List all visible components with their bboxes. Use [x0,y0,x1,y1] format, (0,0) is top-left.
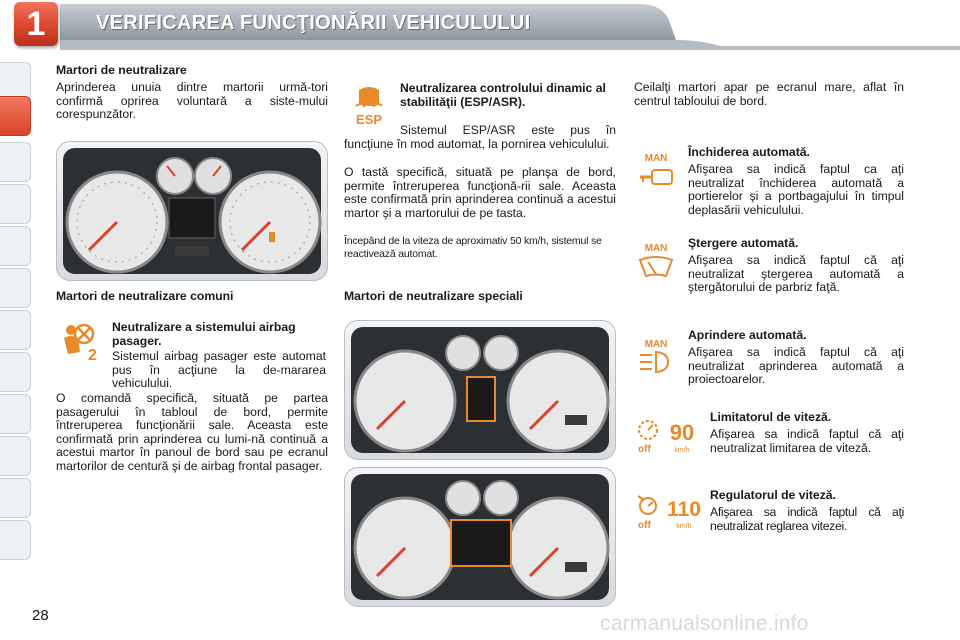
item-text-auto-lock: Afişarea sa indică faptul ca aţi neutralizat închiderea automată a portierelor şi a portbagajului în timpul deplasării vehiculului. [688,162,904,217]
footer-watermark: carmanualsonline.info [600,612,809,635]
sidebar-tab[interactable] [0,268,31,308]
esp-p2: O tastă specifică, situată pe planşa de bord, permite întreruperea funcţionă-rii sale. Aceasta este confirmată prin aprinderea continuă a acestui martor şi a martorului de pe tasta. [344,165,616,220]
speed-limiter-off-icon [636,416,702,456]
svg-text:2: 2 [88,347,97,362]
item-text-wiper: Afişarea sa indică faptul că aţi neutralizat ştergerea automată a ştergătorului de parbriz faţă. [688,253,904,295]
sidebar-tab[interactable] [0,184,31,224]
item-title-limiter: Limitatorul de viteză. [710,410,832,424]
svg-text:110: 110 [667,498,701,521]
instrument-cluster-drawing [57,142,327,280]
special-heading: Martori de neutralizare speciali [344,289,523,303]
instrument-cluster-image [344,320,616,460]
esp-off-icon [352,84,386,126]
svg-text:off: off [638,520,651,531]
sidebar-tab[interactable] [0,226,31,266]
sidebar-tab[interactable] [0,520,31,560]
airbag-text: Sistemul airbag pasager este automat pus în acţiune la de-mararea vehiculului. [112,349,326,391]
svg-text:MAN: MAN [644,339,668,350]
sidebar-tab[interactable] [0,436,31,476]
wiper-off-icon [636,240,676,280]
svg-text:MAN: MAN [644,243,668,254]
instrument-cluster-image [344,467,616,607]
auto-lock-off-icon [636,150,676,190]
item-text-limiter: Afişarea sa indică faptul că aţi neutralizat limitarea de viteză. [710,427,904,455]
svg-text:MAN: MAN [644,153,668,164]
chapter-number-badge: 1 [14,2,58,46]
esp-note: Începând de la viteza de aproximativ 50 km/h, sistemul se reactivează automat. [344,235,602,260]
svg-text:off: off [638,444,651,455]
auto-headlights-off-icon [636,336,676,376]
instrument-cluster-image [56,141,328,281]
sidebar-tab[interactable] [0,478,31,518]
esp-p1: Sistemul ESP/ASR este pus în funcţiune în mod automat, la pornirea vehiculului. [344,123,616,151]
col3-intro: Ceilalţi martori apar pe ecranul mare, aflat în centrul tabloului de bord. [634,80,904,108]
cruise-control-off-icon [636,494,706,534]
item-text-headlights: Afişarea sa indică faptul că aţi neutralizat aprinderea automată a proiectoarelor. [688,345,904,387]
item-title-wiper: Ştergere automată. [688,236,799,250]
svg-text:ESP: ESP [355,112,383,126]
airbag-body: O comandă specifică, situată pe partea pasagerului în tabloul de bord, permite întreruperea funcţionării sale. Aceasta este confirmată prin aprinderea cu lumi-nă continuă a acestui martor în panoul de bord sau pe ecranul martorilor de centură şi de airbag frontal pasager. [56,391,328,473]
airbag-off-icon [58,322,102,362]
svg-text:km/h: km/h [674,447,690,454]
esp-title: Neutralizarea controlului dinamic al stabilităţii (ESP/ASR). [400,81,606,109]
page-number: 28 [32,607,49,624]
svg-text:90: 90 [669,420,695,445]
item-title-headlights: Aprindere automată. [688,328,807,342]
section-heading-neutralization: Martori de neutralizare [56,63,187,77]
item-text-cruise: Afişarea sa indică faptul că aţi neutralizat reglarea vitezei. [710,505,904,533]
item-title-auto-lock: Închiderea automată. [688,145,810,159]
item-title-cruise: Regulatorul de viteză. [710,488,836,502]
instrument-cluster-drawing [345,468,615,606]
page-title: VERIFICAREA FUNCŢIONĂRII VEHICULULUI [96,12,531,34]
sidebar-tab[interactable] [0,142,31,182]
airbag-title: Neutralizare a sistemului airbag pasager. [112,320,296,348]
instrument-cluster-drawing [345,321,615,459]
chapter-sidebar [0,62,32,582]
svg-text:km/h: km/h [676,523,692,530]
sidebar-tab[interactable] [0,394,31,434]
sidebar-tab[interactable] [0,352,31,392]
intro-paragraph: Aprinderea unuia dintre martorii urmă-tori confirmă oprirea voluntară a siste-mului corespunzător. [56,80,328,122]
sidebar-tab-active[interactable] [0,96,31,136]
common-heading: Martori de neutralizare comuni [56,289,234,303]
sidebar-tab[interactable] [0,310,31,350]
